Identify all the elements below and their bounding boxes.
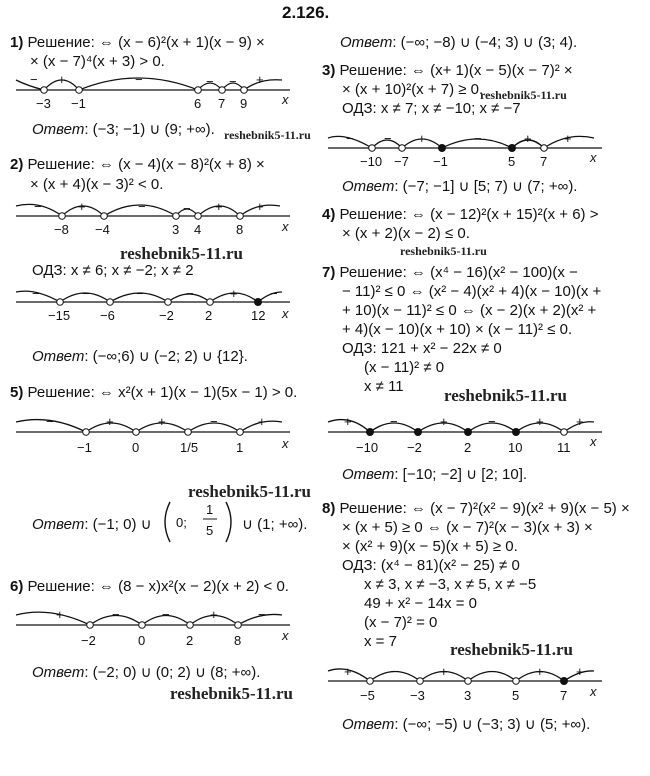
svg-text:−: − <box>390 414 398 429</box>
problem-4-line-2: × (x + 2)(x − 2) ≤ 0. <box>342 225 470 242</box>
svg-text:+: + <box>344 414 352 429</box>
svg-text:−: − <box>210 414 218 429</box>
problem-8-line-1: 8) Решение: ⇔ (x − 7)²(x² − 9)(x² + 9)(x − 5) × <box>322 500 630 517</box>
svg-text:+: + <box>106 414 114 429</box>
problem-3-odz: ОДЗ: x ≠ 7; x ≠ −10; x ≠ −7 <box>342 100 521 117</box>
watermark: reshebnik5-11.ru <box>400 244 487 258</box>
svg-text:+: + <box>440 664 448 679</box>
svg-text:−10: −10 <box>356 440 379 455</box>
svg-text:−1: −1 <box>433 154 448 169</box>
problem-7-odz: ОДЗ: 121 + x² − 22x ≠ 0 <box>342 340 502 357</box>
svg-text:+: + <box>576 664 584 679</box>
answer-5-tail: ∪ (1; +∞). <box>242 516 308 533</box>
svg-text:−1: −1 <box>77 440 92 455</box>
svg-text:−: − <box>384 131 392 146</box>
svg-text:−: − <box>392 664 400 679</box>
problem-3-line-1: 3) Решение: ⇔ (x+ 1)(x − 5)(x − 7)² × <box>322 62 573 79</box>
svg-text:7: 7 <box>540 154 548 169</box>
svg-text:−: − <box>183 201 191 216</box>
sign-2: + <box>58 72 66 87</box>
sign-3: − <box>135 72 143 87</box>
svg-text:0: 0 <box>138 633 146 648</box>
svg-text:5: 5 <box>206 523 214 538</box>
svg-text:8: 8 <box>234 633 242 648</box>
svg-text:3: 3 <box>464 688 472 703</box>
svg-text:+: + <box>564 131 572 146</box>
problem-2-odz: ОДЗ: x ≠ 6; x ≠ −2; x ≠ 2 <box>32 262 194 279</box>
svg-text:+: + <box>158 414 166 429</box>
svg-text:3: 3 <box>172 222 180 237</box>
svg-text:x: x <box>282 628 289 643</box>
answer-2-top: Ответ: (−∞; −8) ∪ (−4; 3) ∪ (3; 4). <box>340 34 578 51</box>
answer-2: Ответ: (−∞;6) ∪ (−2; 2) ∪ {12}. <box>32 348 248 365</box>
answer-3: Ответ: (−7; −1] ∪ [5; 7) ∪ (7; +∞). <box>342 178 578 195</box>
answer-8: Ответ: (−∞; −5) ∪ (−3; 3) ∪ (5; +∞). <box>342 716 591 733</box>
svg-text:−10: −10 <box>360 154 383 169</box>
svg-text:−: − <box>270 286 278 301</box>
problem-8-line-5: x ≠ 3, x ≠ −3, x ≠ 5, x ≠ −5 <box>364 576 537 593</box>
sign-6: + <box>256 72 264 87</box>
problem-6-line-1: 6) Решение: ⇔ (8 − x)x²(x − 2)(x + 2) < 0. <box>10 578 289 595</box>
svg-text:−: − <box>82 286 90 301</box>
svg-text:−6: −6 <box>100 308 115 323</box>
problem-8-line-2: × (x + 5) ≥ 0 ⇔ (x − 7)²(x − 3)(x + 3) × <box>342 519 593 536</box>
svg-text:x: x <box>282 436 289 451</box>
answer-7: Ответ: [−10; −2] ∪ [2; 10]. <box>342 466 528 483</box>
problem-7-line-3: + 10)(x − 11)² ≤ 0 ⇔ (x − 2)(x + 2)(x² + <box>342 302 597 319</box>
svg-text:0;: 0; <box>176 515 187 530</box>
watermark: reshebnik5-11.ru <box>188 482 311 501</box>
svg-text:+: + <box>576 414 584 429</box>
svg-text:x: x <box>590 684 597 699</box>
answer-1: Ответ: (−3; −1) ∪ (9; +∞). <box>32 121 215 138</box>
svg-text:−: − <box>136 286 144 301</box>
problem-1-text-1: Решение: ⇔ (x − 6)²(x + 1)(x − 9) × <box>27 34 265 51</box>
svg-text:+: + <box>56 607 64 622</box>
sign-4: − <box>206 74 214 89</box>
svg-text:−: − <box>258 607 266 622</box>
svg-text:4: 4 <box>194 222 202 237</box>
problem-4-line-1: 4) Решение: ⇔ (x − 12)²(x + 15)²(x + 6) > <box>322 206 599 223</box>
svg-text:+: + <box>78 199 86 214</box>
svg-text:−15: −15 <box>48 308 71 323</box>
svg-text:+: + <box>258 414 266 429</box>
svg-text:1: 1 <box>206 502 214 517</box>
svg-text:+: + <box>440 414 448 429</box>
watermark: reshebnik5-11.ru <box>224 128 311 142</box>
svg-text:−: − <box>474 131 482 146</box>
problem-2-line-2: × (x + 4)(x − 3)² < 0. <box>30 176 164 193</box>
answer-5: Ответ: (−1; 0) ∪ <box>32 516 152 533</box>
svg-text:+: + <box>536 664 544 679</box>
svg-text:7: 7 <box>560 688 568 703</box>
svg-text:2: 2 <box>464 440 472 455</box>
svg-text:−: − <box>112 607 120 622</box>
svg-text:+: + <box>536 414 544 429</box>
svg-text:−: − <box>488 664 496 679</box>
svg-text:0: 0 <box>132 440 140 455</box>
problem-2-line-1: 2) Решение: ⇔ (x − 4)(x − 8)²(x + 8) × <box>10 156 265 173</box>
svg-text:5: 5 <box>508 154 516 169</box>
svg-text:−: − <box>488 414 496 429</box>
problem-8-line-8: x = 7 <box>364 633 397 650</box>
svg-text:x: x <box>282 219 289 234</box>
tick-label: 9 <box>240 96 248 111</box>
svg-text:+: + <box>344 664 352 679</box>
watermark: reshebnik5-11.ru <box>120 244 243 263</box>
svg-text:x: x <box>282 306 289 321</box>
svg-text:−: − <box>162 607 170 622</box>
svg-text:−: − <box>186 286 194 301</box>
svg-text:−: − <box>138 199 146 214</box>
svg-text:−2: −2 <box>407 440 422 455</box>
svg-text:−2: −2 <box>159 308 174 323</box>
problem-8-odz: ОДЗ: (x⁴ − 81)(x² − 25) ≠ 0 <box>342 557 520 574</box>
watermark: reshebnik5-11.ru <box>450 640 573 659</box>
tick-label: −3 <box>36 96 51 111</box>
problem-7-line-1: 7) Решение: ⇔ (x⁴ − 16)(x² − 100)(x − <box>322 264 578 281</box>
svg-text:2: 2 <box>205 308 213 323</box>
svg-text:−4: −4 <box>95 222 110 237</box>
svg-text:x: x <box>590 434 597 449</box>
svg-text:+: + <box>210 607 218 622</box>
problem-8-line-3: × (x² + 9)(x − 5)(x + 5) ≥ 0. <box>342 538 518 555</box>
tick-label: −1 <box>71 96 86 111</box>
svg-text:+: + <box>418 131 426 146</box>
svg-text:−: − <box>34 199 42 214</box>
svg-text:−: − <box>32 286 40 301</box>
svg-text:−: − <box>46 414 54 429</box>
problem-8-line-6: 49 + x² − 14x = 0 <box>364 595 477 612</box>
watermark: reshebnik5-11.ru <box>480 88 567 102</box>
svg-text:5: 5 <box>512 688 520 703</box>
svg-text:12: 12 <box>251 308 266 323</box>
problem-5-line-1: 5) Решение: ⇔ x²(x + 1)(x − 1)(5x − 1) > 0. <box>10 384 298 401</box>
problem-1-number: 1) <box>10 34 24 51</box>
problem-7-line-7: x ≠ 11 <box>364 378 404 395</box>
sign-5: − <box>229 74 237 89</box>
watermark: reshebnik5-11.ru <box>444 386 567 405</box>
page-title: 2.126. <box>282 3 330 22</box>
tick-label: 7 <box>218 96 226 111</box>
answer-6: Ответ: (−2; 0) ∪ (0; 2) ∪ (8; +∞). <box>32 664 261 681</box>
svg-text:−: − <box>346 131 354 146</box>
svg-text:11: 11 <box>557 440 571 455</box>
svg-text:1/5: 1/5 <box>180 440 199 455</box>
problem-7-line-6: (x − 11)² ≠ 0 <box>364 359 445 376</box>
svg-text:+: + <box>230 286 238 301</box>
problem-1-line-2: × (x − 7)⁴(x + 3) > 0. <box>30 53 165 70</box>
axis-var: x <box>282 92 289 107</box>
svg-text:−2: −2 <box>81 633 96 648</box>
svg-text:10: 10 <box>508 440 523 455</box>
problem-7-line-2: − 11)² ≤ 0 ⇔ (x² − 4)(x² + 4)(x − 10)(x + <box>342 283 602 300</box>
tick-label: 6 <box>194 96 202 111</box>
sign-1: − <box>30 72 38 87</box>
svg-text:2: 2 <box>186 633 194 648</box>
problem-3-line-2: × (x + 10)²(x + 7) ≥ 0. <box>342 81 484 98</box>
svg-text:−7: −7 <box>394 154 409 169</box>
problem-8-line-7: (x − 7)² = 0 <box>364 614 438 631</box>
svg-text:1: 1 <box>236 440 244 455</box>
problem-7-line-4: + 4)(x − 10)(x + 10) × (x − 11)² ≤ 0. <box>342 321 573 338</box>
svg-text:8: 8 <box>236 222 244 237</box>
svg-text:+: + <box>524 131 532 146</box>
svg-text:−5: −5 <box>360 688 375 703</box>
svg-text:+: + <box>215 199 223 214</box>
svg-text:−3: −3 <box>410 688 425 703</box>
watermark: reshebnik5-11.ru <box>170 684 293 703</box>
svg-text:x: x <box>590 150 597 165</box>
svg-text:−8: −8 <box>54 222 69 237</box>
svg-text:+: + <box>256 199 264 214</box>
